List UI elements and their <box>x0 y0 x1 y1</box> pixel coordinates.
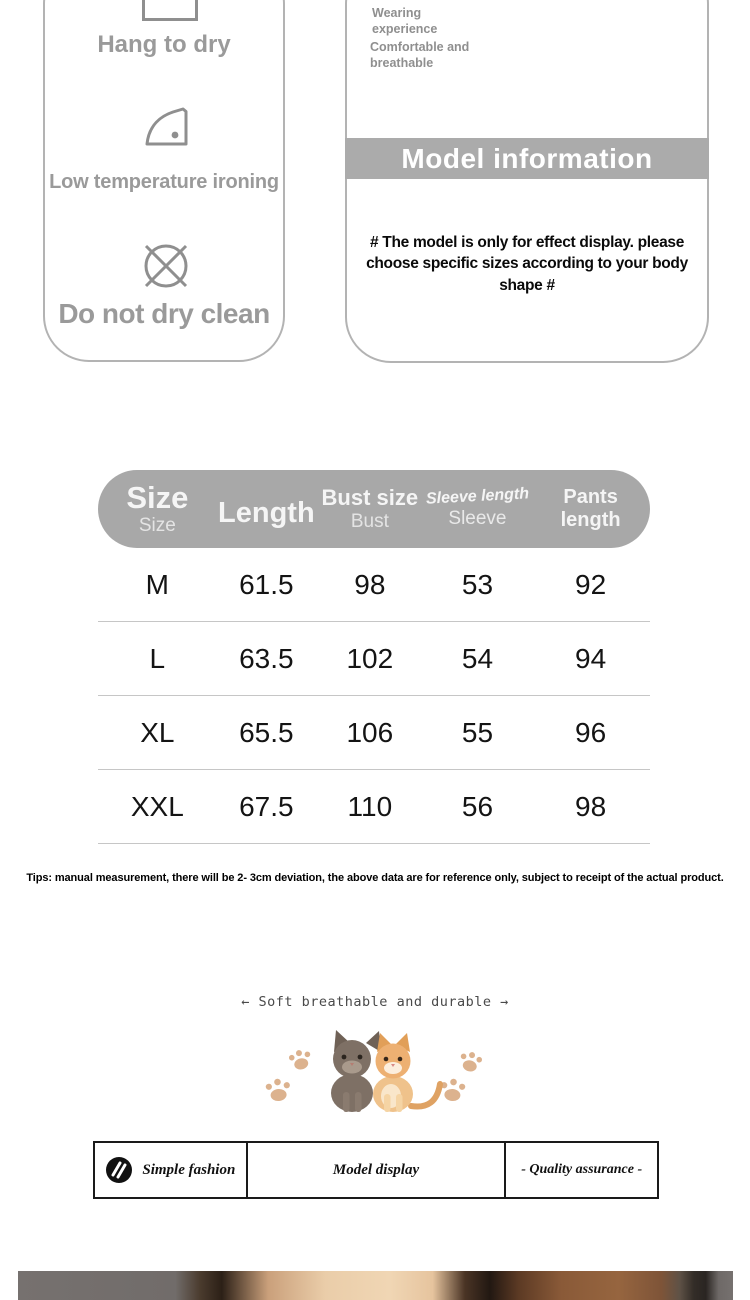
footer-cell-model-display <box>248 1143 507 1197</box>
model-display-label: Model display <box>332 1161 420 1178</box>
header-cell-sleeve: Sleeve length Sleeve <box>425 485 530 529</box>
comfortable-note: Comfortable and breathable <box>370 40 470 70</box>
iron-icon <box>138 98 194 154</box>
footer-cell-quality <box>506 1143 657 1197</box>
orange-kitten <box>373 1033 440 1112</box>
size-table-header <box>98 470 650 548</box>
slogan-text: ← Soft breathable and durable → <box>241 994 509 1010</box>
wearing-experience-note: Wearing experience <box>372 6 438 36</box>
care-instructions-panel <box>43 0 285 362</box>
kittens-illustration <box>256 1018 494 1114</box>
model-info-panel <box>345 0 709 363</box>
care-label-no-dry-clean: Do not dry clean <box>58 298 270 329</box>
header-cell-pants: Pants length <box>560 486 621 531</box>
care-label-low-temp-iron: Low temperature ironing <box>49 171 279 193</box>
footer-cell-brand <box>95 1143 248 1197</box>
quality-assurance-label: - Quality assurance - <box>521 1162 643 1177</box>
table-row-m: M 61.5 98 53 92 <box>98 548 650 622</box>
size-table <box>98 470 650 844</box>
table-row-xl: XL 65.5 106 55 96 <box>98 696 650 770</box>
model-disclaimer: # The model is only for effect display. please choose specific sizes according to your body shape # <box>366 234 688 294</box>
care-label-hang-to-dry: Hang to dry <box>97 31 231 58</box>
brand-logo-icon <box>105 1156 133 1184</box>
tips-note: Tips: manual measurement, there will be 2- 3cm deviation, the above data are for reference only, subject to receipt of the actual product. <box>26 872 724 884</box>
model-information-header: Model information <box>345 138 709 179</box>
hang-to-dry-icon <box>142 0 198 21</box>
gray-kitten <box>331 1030 381 1112</box>
table-row-l: L 63.5 102 54 94 <box>98 622 650 696</box>
header-cell-length: Length <box>218 496 315 529</box>
model-photo-strip <box>18 1271 733 1300</box>
no-dry-clean-icon <box>137 237 195 295</box>
footer-bar <box>93 1141 659 1199</box>
table-row-xxl: XXL 67.5 110 56 98 <box>98 770 650 844</box>
brand-label: Simple fashion <box>142 1161 236 1178</box>
header-cell-bust: Bust size Bust <box>321 484 419 533</box>
header-cell-size: Size Size <box>126 479 189 537</box>
